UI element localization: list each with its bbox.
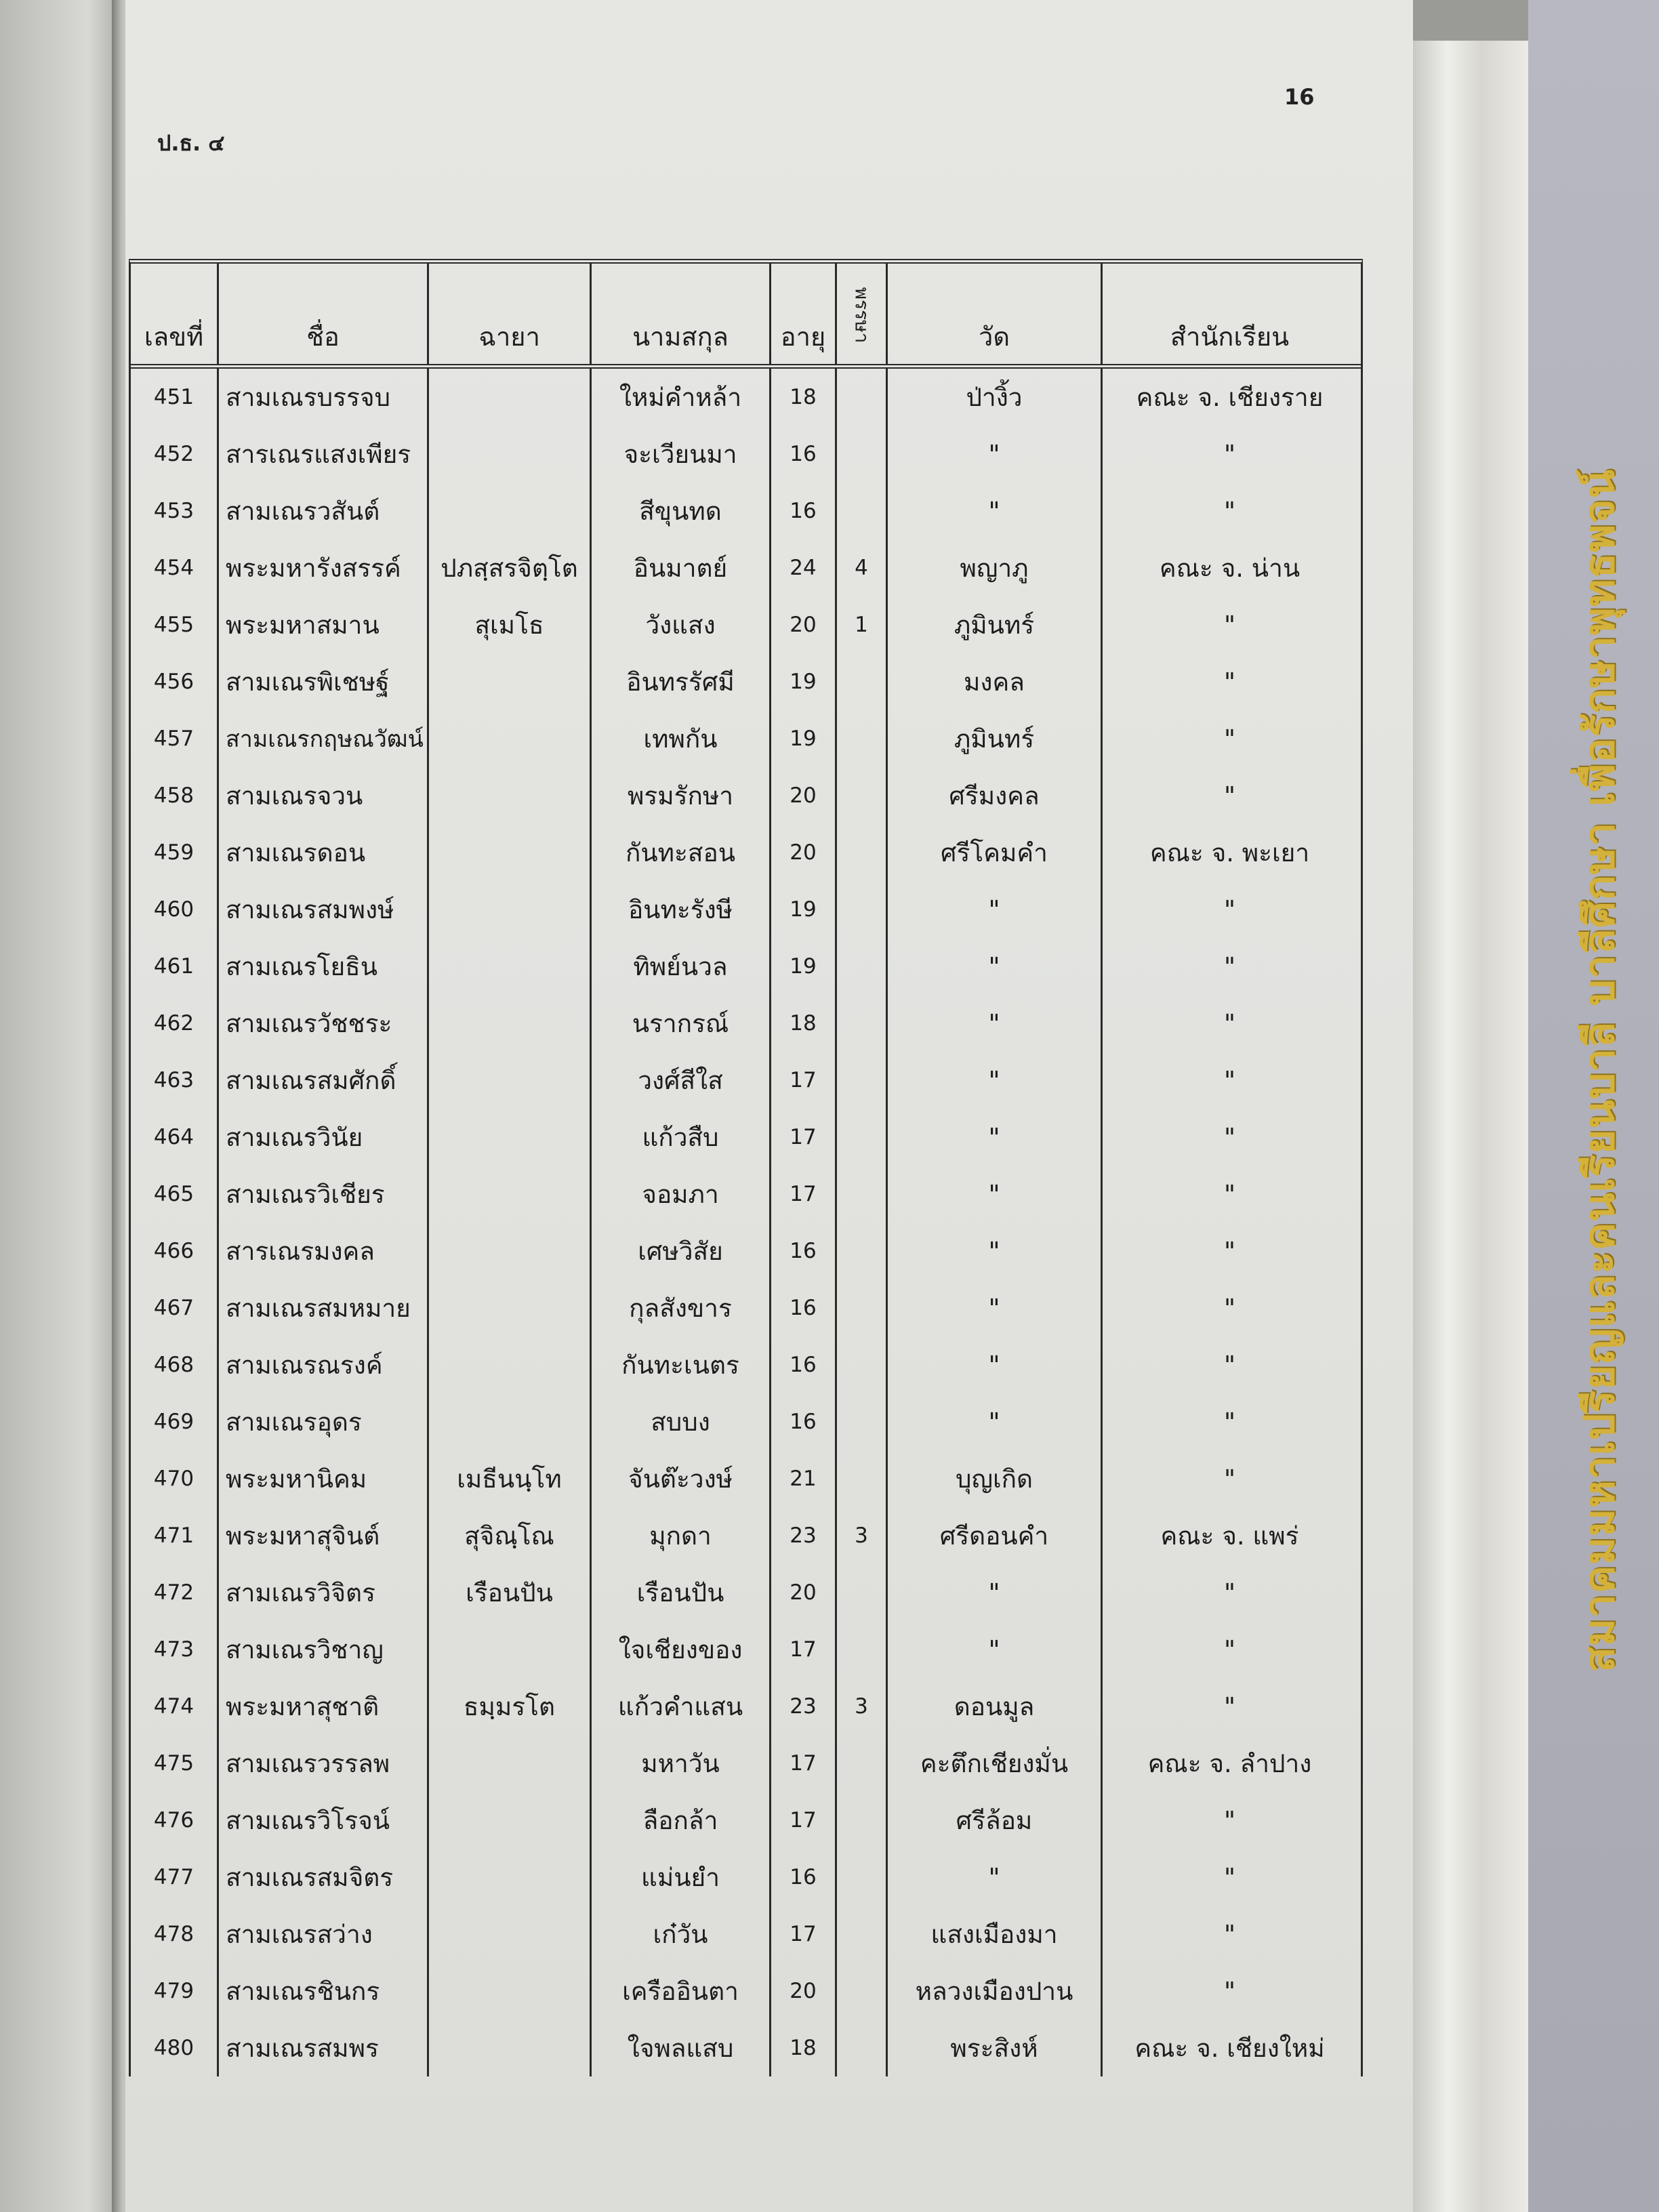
cell-school: " [1223, 1236, 1236, 1266]
cell-vassa [837, 881, 888, 938]
cell-name: สามเณรสมพร [219, 2020, 429, 2076]
table-row [131, 1564, 1361, 1621]
cell-age: 20 [771, 1963, 837, 2020]
cell-school: " [1223, 1065, 1236, 1095]
cell-surname: อินทะรังษี [592, 881, 771, 938]
cell-wat: พญาภู [888, 539, 1103, 596]
header-chaya: ฉายา [429, 264, 592, 364]
cell-school: " [1223, 1862, 1236, 1892]
cell-wat: " [888, 938, 1103, 995]
cell-vassa [837, 1393, 888, 1450]
cell-surname: เศษวิสัย [592, 1223, 771, 1279]
cell-name: สามเณรวิเชียร [219, 1166, 429, 1223]
cell-wat: ภูมินทร์ [888, 596, 1103, 653]
cell-vassa: 3 [837, 1678, 888, 1735]
cell-name: พระมหานิคม [219, 1450, 429, 1507]
cell-wat: ดอนมูล [888, 1678, 1103, 1735]
cell-age: 17 [771, 1052, 837, 1109]
table-row [131, 1507, 1361, 1564]
cell-name: สารเณรมงคล [219, 1223, 429, 1279]
cell-surname: อินทรรัศมี [592, 653, 771, 710]
cell-vassa [837, 1109, 888, 1166]
cell-surname: ใหม่คำหล้า [592, 369, 771, 426]
cell-vassa: 3 [837, 1507, 888, 1564]
cell-school: " [1223, 1008, 1236, 1038]
cell-number: 456 [131, 653, 219, 710]
cell-vassa [837, 1564, 888, 1621]
cell-vassa [837, 1166, 888, 1223]
cell-wat: ศรีดอนคำ [888, 1507, 1103, 1564]
cell-chaya [429, 369, 592, 426]
cell-wat: " [888, 1336, 1103, 1393]
cell-wat: ศรีมงคล [888, 767, 1103, 824]
cell-chaya [429, 1109, 592, 1166]
cell-school: " [1223, 439, 1236, 469]
cell-number: 467 [131, 1279, 219, 1336]
table-row [131, 369, 1361, 426]
table-row [131, 1735, 1361, 1792]
cell-surname: แก้วคำแสน [592, 1678, 771, 1735]
cell-wat: " [888, 1279, 1103, 1336]
cell-number: 466 [131, 1223, 219, 1279]
cell-wat: แสงเมืองมา [888, 1906, 1103, 1963]
cell-wat: บุญเกิด [888, 1450, 1103, 1507]
table-row [131, 938, 1361, 995]
cell-surname: สบบง [592, 1393, 771, 1450]
cell-surname: ใจพลแสบ [592, 2020, 771, 2076]
cell-chaya [429, 1052, 592, 1109]
cell-number: 460 [131, 881, 219, 938]
table-row [131, 710, 1361, 767]
cell-surname: วังแสง [592, 596, 771, 653]
cell-chaya [429, 1336, 592, 1393]
watermark [1559, 434, 1640, 1708]
table-row [131, 483, 1361, 539]
cell-number: 480 [131, 2020, 219, 2076]
table-row [131, 596, 1361, 653]
cell-name: สามเณรกฤษณวัฒน์ [219, 710, 429, 767]
cell-number: 463 [131, 1052, 219, 1109]
cell-school: " [1223, 1635, 1236, 1664]
cell-chaya [429, 710, 592, 767]
table-row [131, 1336, 1361, 1393]
cell-name: สามเณรสมศักดิ์ [219, 1052, 429, 1109]
cell-vassa [837, 1963, 888, 2020]
cell-wat: มงคล [888, 653, 1103, 710]
cell-number: 459 [131, 824, 219, 881]
cell-chaya [429, 1621, 592, 1678]
cell-school: " [1223, 1179, 1236, 1209]
cell-name: สามเณรวิจิตร [219, 1564, 429, 1621]
cell-vassa: 4 [837, 539, 888, 596]
cell-surname: กุลสังขาร [592, 1279, 771, 1336]
left-page-edge [0, 0, 125, 2212]
cell-number: 469 [131, 1393, 219, 1450]
cell-surname: วงศ์สีใส [592, 1052, 771, 1109]
exam-level-code: ป.ธ. ๔ [157, 130, 225, 156]
cell-number: 474 [131, 1678, 219, 1735]
cell-number: 479 [131, 1963, 219, 2020]
cell-vassa [837, 1279, 888, 1336]
cell-number: 452 [131, 426, 219, 483]
cell-age: 16 [771, 483, 837, 539]
cell-wat: ศรีโคมคำ [888, 824, 1103, 881]
cell-name: สามเณรวรรลพ [219, 1735, 429, 1792]
cell-age: 17 [771, 1735, 837, 1792]
cell-school: คณะ จ. แพร่ [1160, 1521, 1299, 1551]
cell-name: สามเณรชินกร [219, 1963, 429, 2020]
cell-surname: กันทะเนตร [592, 1336, 771, 1393]
header-wat: วัด [888, 264, 1103, 364]
cell-chaya [429, 483, 592, 539]
cell-surname: จะเวียนมา [592, 426, 771, 483]
cell-number: 453 [131, 483, 219, 539]
cell-vassa [837, 426, 888, 483]
cell-number: 454 [131, 539, 219, 596]
table-row [131, 1792, 1361, 1849]
cell-vassa [837, 938, 888, 995]
cell-number: 476 [131, 1792, 219, 1849]
cell-number: 477 [131, 1849, 219, 1906]
cell-wat: " [888, 1166, 1103, 1223]
cell-age: 20 [771, 824, 837, 881]
cell-name: สามเณรสมหมาย [219, 1279, 429, 1336]
cell-age: 18 [771, 995, 837, 1052]
table-row [131, 1963, 1361, 2020]
cell-surname: ลือกล้า [592, 1792, 771, 1849]
cell-wat: " [888, 1564, 1103, 1621]
cell-school: " [1223, 1293, 1236, 1323]
page-stack-edge [1413, 41, 1528, 2212]
cell-age: 19 [771, 653, 837, 710]
table-row [131, 2020, 1361, 2076]
cell-age: 20 [771, 1564, 837, 1621]
cell-wat: ป่างิ้ว [888, 369, 1103, 426]
cell-name: สามเณรวสันต์ [219, 483, 429, 539]
cell-age: 18 [771, 369, 837, 426]
header-name: ชื่อ [219, 264, 429, 364]
cell-vassa: 1 [837, 596, 888, 653]
table-row [131, 1052, 1361, 1109]
header-vassa [837, 264, 888, 364]
cell-school: " [1223, 496, 1236, 526]
cell-age: 19 [771, 710, 837, 767]
cell-name: สามเณรสมพงษ์ [219, 881, 429, 938]
table-row [131, 881, 1361, 938]
cell-school: " [1223, 610, 1236, 640]
cell-wat: " [888, 1849, 1103, 1906]
cell-chaya [429, 1849, 592, 1906]
cell-chaya: ธมฺมรโต [429, 1678, 592, 1735]
cell-name: พระมหาสมาน [219, 596, 429, 653]
header-age: อายุ [771, 264, 837, 364]
cell-vassa [837, 1223, 888, 1279]
cell-school: " [1223, 1122, 1236, 1152]
cell-chaya [429, 1963, 592, 2020]
table-row [131, 1393, 1361, 1450]
cell-name: สามเณรณรงค์ [219, 1336, 429, 1393]
header-surname: นามสกุล [592, 264, 771, 364]
cell-vassa [837, 1621, 888, 1678]
cell-age: 16 [771, 1279, 837, 1336]
cell-name: สามเณรพิเชษฐ์ [219, 653, 429, 710]
cell-number: 462 [131, 995, 219, 1052]
cell-wat: " [888, 1393, 1103, 1450]
cell-chaya: ปภสฺสรจิตฺโต [429, 539, 592, 596]
cell-wat: " [888, 483, 1103, 539]
cell-wat: " [888, 881, 1103, 938]
table-row [131, 1450, 1361, 1507]
cell-name: สามเณรวินัย [219, 1109, 429, 1166]
cell-school: " [1223, 1578, 1236, 1607]
cell-chaya [429, 2020, 592, 2076]
cell-age: 19 [771, 938, 837, 995]
cell-school: " [1223, 1919, 1236, 1949]
cell-school: " [1223, 1407, 1236, 1437]
cell-school: คณะ จ. พะเยา [1149, 838, 1310, 867]
cell-vassa [837, 1735, 888, 1792]
cell-name: สามเณรอุดร [219, 1393, 429, 1450]
table-row [131, 995, 1361, 1052]
cell-chaya [429, 995, 592, 1052]
cell-chaya [429, 767, 592, 824]
cell-surname: เครืออินตา [592, 1963, 771, 2020]
cell-school: " [1223, 1464, 1236, 1494]
cell-vassa [837, 2020, 888, 2076]
cell-wat: หลวงเมืองปาน [888, 1963, 1103, 2020]
table-row [131, 539, 1361, 596]
cell-age: 17 [771, 1166, 837, 1223]
cell-name: สามเณรบรรจบ [219, 369, 429, 426]
cell-age: 16 [771, 1393, 837, 1450]
cell-name: สามเณรวัชชระ [219, 995, 429, 1052]
cell-vassa [837, 369, 888, 426]
cell-age: 17 [771, 1906, 837, 1963]
cell-surname: แก้วสืบ [592, 1109, 771, 1166]
cell-chaya [429, 824, 592, 881]
cell-surname: พรมรักษา [592, 767, 771, 824]
cell-chaya [429, 653, 592, 710]
cell-vassa [837, 653, 888, 710]
cell-chaya: สุเมโธ [429, 596, 592, 653]
cell-wat: " [888, 995, 1103, 1052]
cell-wat: " [888, 1052, 1103, 1109]
cell-chaya [429, 1906, 592, 1963]
table-header [131, 264, 1361, 369]
table-row [131, 1279, 1361, 1336]
cell-age: 21 [771, 1450, 837, 1507]
results-table [129, 259, 1363, 2076]
cell-vassa [837, 767, 888, 824]
cell-chaya: เรือนปัน [429, 1564, 592, 1621]
cell-vassa [837, 1336, 888, 1393]
table-row [131, 653, 1361, 710]
cell-school: คณะ จ. เชียงราย [1136, 382, 1324, 412]
cell-wat: ศรีล้อม [888, 1792, 1103, 1849]
cell-number: 458 [131, 767, 219, 824]
cell-chaya [429, 938, 592, 995]
cell-name: สามเณรวิโรจน์ [219, 1792, 429, 1849]
cell-school: " [1223, 895, 1236, 924]
cell-chaya [429, 881, 592, 938]
cell-school: " [1223, 951, 1236, 981]
cell-surname: แม่นยำ [592, 1849, 771, 1906]
cell-surname: ใจเชียงของ [592, 1621, 771, 1678]
cell-chaya [429, 1223, 592, 1279]
table-row [131, 426, 1361, 483]
table-row [131, 1223, 1361, 1279]
cell-school: " [1223, 667, 1236, 697]
cell-surname: จันต๊ะวงษ์ [592, 1450, 771, 1507]
cell-wat: " [888, 1621, 1103, 1678]
cell-number: 471 [131, 1507, 219, 1564]
cell-number: 478 [131, 1906, 219, 1963]
cell-school: " [1223, 1805, 1236, 1835]
cell-chaya [429, 1735, 592, 1792]
cell-age: 17 [771, 1621, 837, 1678]
cell-school: " [1223, 724, 1236, 754]
cell-age: 24 [771, 539, 837, 596]
cell-age: 23 [771, 1507, 837, 1564]
cell-age: 23 [771, 1678, 837, 1735]
cell-vassa [837, 995, 888, 1052]
cell-chaya [429, 1279, 592, 1336]
cell-age: 18 [771, 2020, 837, 2076]
cell-age: 16 [771, 1223, 837, 1279]
cell-wat: พระสิงห์ [888, 2020, 1103, 2076]
cell-school: " [1223, 1976, 1236, 2006]
page-number: 16 [1284, 84, 1315, 110]
cell-surname: ทิพย์นวล [592, 938, 771, 995]
cell-surname: สีขุนทด [592, 483, 771, 539]
table-row [131, 1109, 1361, 1166]
cell-name: สามเณรวิชาญ [219, 1621, 429, 1678]
cell-age: 16 [771, 426, 837, 483]
cell-surname: จอมภา [592, 1166, 771, 1223]
cell-vassa [837, 1792, 888, 1849]
table-row [131, 1906, 1361, 1963]
cell-number: 457 [131, 710, 219, 767]
cell-vassa [837, 710, 888, 767]
cell-surname: มุกดา [592, 1507, 771, 1564]
cell-name: สามเณรโยธิน [219, 938, 429, 995]
cell-number: 455 [131, 596, 219, 653]
header-school: สำนักเรียน [1170, 322, 1290, 352]
cell-vassa [837, 1450, 888, 1507]
cell-name: สามเณรสมจิตร [219, 1849, 429, 1906]
cell-wat: ภูมินทร์ [888, 710, 1103, 767]
cell-number: 461 [131, 938, 219, 995]
table-row [131, 1621, 1361, 1678]
cell-name: พระมหารังสรรค์ [219, 539, 429, 596]
cell-age: 20 [771, 767, 837, 824]
cell-name: สามเณรสว่าง [219, 1906, 429, 1963]
cell-vassa [837, 824, 888, 881]
cell-surname: กันทะสอน [592, 824, 771, 881]
cell-wat: " [888, 1109, 1103, 1166]
table-row [131, 767, 1361, 824]
cell-chaya [429, 426, 592, 483]
cell-vassa [837, 1906, 888, 1963]
cell-chaya: สุจิณฺโณ [429, 1507, 592, 1564]
cell-school: " [1223, 781, 1236, 811]
cell-number: 468 [131, 1336, 219, 1393]
cell-number: 475 [131, 1735, 219, 1792]
cell-vassa [837, 1849, 888, 1906]
cell-number: 472 [131, 1564, 219, 1621]
cell-name: สามเณรจวน [219, 767, 429, 824]
cell-age: 17 [771, 1109, 837, 1166]
table-row [131, 1849, 1361, 1906]
cell-school: " [1223, 1350, 1236, 1380]
cell-name: พระมหาสุชาติ [219, 1678, 429, 1735]
table-row [131, 1166, 1361, 1223]
cell-number: 465 [131, 1166, 219, 1223]
cell-surname: เรือนปัน [592, 1564, 771, 1621]
cell-wat: " [888, 1223, 1103, 1279]
cell-chaya [429, 1393, 592, 1450]
cell-wat: คะตึกเชียงมั่น [888, 1735, 1103, 1792]
cell-surname: เก๋วัน [592, 1906, 771, 1963]
cell-school: คณะ จ. เชียงใหม่ [1134, 2033, 1325, 2063]
cell-chaya [429, 1166, 592, 1223]
cell-chaya: เมธีนนฺโท [429, 1450, 592, 1507]
cell-chaya [429, 1792, 592, 1849]
cell-vassa [837, 1052, 888, 1109]
cell-number: 473 [131, 1621, 219, 1678]
watermark-text: สมาคมมหาเปรียญและคนเรียนบาลี บาลีศึกษา เพื่อรักษาพุทธพจน์ [1574, 469, 1624, 1673]
table-row [131, 824, 1361, 881]
cell-surname: อินมาตย์ [592, 539, 771, 596]
cell-name: สามเณรดอน [219, 824, 429, 881]
cell-surname: นรากรณ์ [592, 995, 771, 1052]
table-body [131, 369, 1361, 2076]
cell-wat: " [888, 426, 1103, 483]
cell-age: 16 [771, 1849, 837, 1906]
cell-age: 17 [771, 1792, 837, 1849]
cell-name: พระมหาสุจินต์ [219, 1507, 429, 1564]
cell-number: 451 [131, 369, 219, 426]
cell-age: 16 [771, 1336, 837, 1393]
cell-name: สารเณรแสงเพียร [219, 426, 429, 483]
cell-vassa [837, 483, 888, 539]
cell-school: " [1223, 1692, 1236, 1721]
cell-number: 470 [131, 1450, 219, 1507]
cell-surname: มหาวัน [592, 1735, 771, 1792]
cell-age: 20 [771, 596, 837, 653]
header-vassa-label: พรรษา [851, 287, 873, 344]
cell-school: คณะ จ. น่าน [1159, 553, 1300, 583]
cell-school: คณะ จ. ลำปาง [1147, 1748, 1312, 1778]
header-number: เลขที่ [131, 264, 219, 364]
cell-number: 464 [131, 1109, 219, 1166]
table-row [131, 1678, 1361, 1735]
cell-surname: เทพกัน [592, 710, 771, 767]
cell-age: 19 [771, 881, 837, 938]
